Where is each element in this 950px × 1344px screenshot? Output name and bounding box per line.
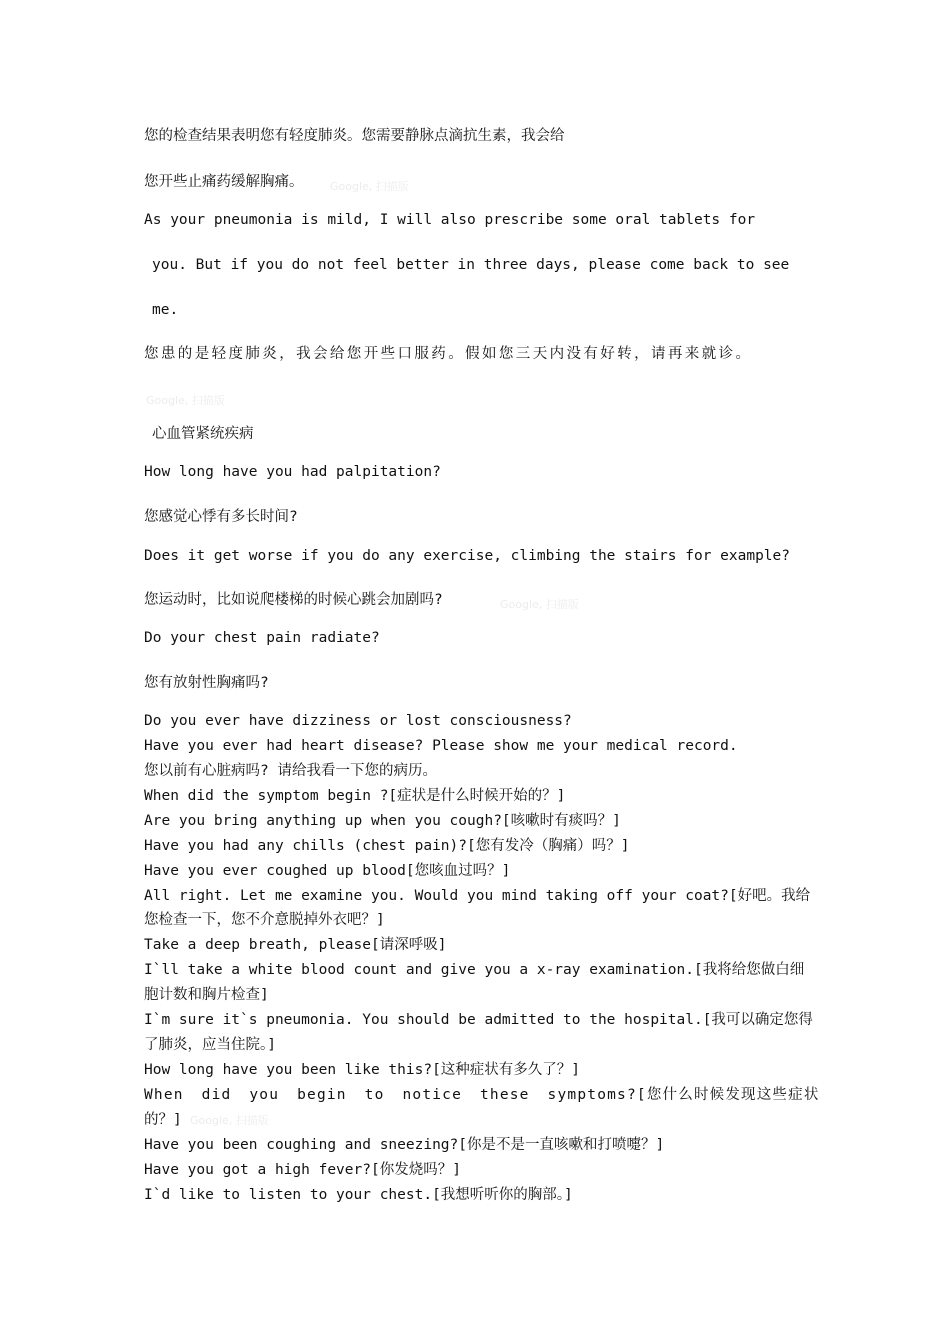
watermark: Google, 扫描版 [146,394,225,407]
text-line: Do you ever have dizziness or lost consciousness? [144,713,572,729]
text-line: Have you got a high fever?[你发烧吗？] [144,1162,461,1178]
text-line: I`ll take a white blood count and give you a x-ray examination.[我将给您做白细 [144,962,805,978]
text-line: 您患的是轻度肺炎，我会给您开些口服药。假如您三天内没有好转，请再来就诊。 [144,346,753,362]
text-line: How long have you had palpitation? [144,464,441,480]
text-line: Does it get worse if you do any exercise, climbing the stairs for example? [144,548,791,564]
text-line: As your pneumonia is mild, I will also prescribe some oral tablets for [144,212,756,228]
text-line: Take a deep breath, please[请深呼吸] [144,937,447,953]
text-line: 您开些止痛药缓解胸痛。 [144,174,304,190]
text-line: 您以前有心脏病吗? 请给我看一下您的病历。 [144,763,437,779]
text-line: 您运动时，比如说爬楼梯的时候心跳会加剧吗? [144,592,443,608]
text-line: All right. Let me examine you. Would you mind taking off your coat?[好吧。我给 [144,888,811,904]
text-line: When did you begin to notice these symptoms?[您什么时候发现这些症状 [144,1087,820,1103]
text-line: Have you had any chills (chest pain)?[您有发冷（胸痛）吗？] [144,838,630,854]
watermark: Google, 扫描版 [190,1114,269,1127]
text-line: Are you bring anything up when you cough?[咳嗽时有痰吗？] [144,813,621,829]
text-line: 您感觉心悸有多长时间? [144,509,298,525]
text-line: Have you been coughing and sneezing?[你是不是一直咳嗽和打喷嚏？] [144,1137,665,1153]
text-line: 您的检查结果表明您有轻度肺炎。您需要静脉点滴抗生素，我会给 [144,128,565,144]
text-line: Have you ever had heart disease? Please show me your medical record. [144,738,738,754]
text-line: me. [152,302,179,318]
section-heading: 心血管紧统疾病 [152,426,254,442]
text-line: you. But if you do not feel better in three days, please come back to see [152,257,790,273]
text-line: Have you ever coughed up blood[您咳血过吗？] [144,863,511,879]
text-line: Do your chest pain radiate? [144,630,380,646]
text-line: I`d like to listen to your chest.[我想听听你的胸部。] [144,1187,573,1203]
text-line: I`m sure it`s pneumonia. You should be admitted to the hospital.[我可以确定您得 [144,1012,813,1028]
text-line: 的？] [144,1112,182,1128]
text-line: When did the symptom begin ?[症状是什么时候开始的？] [144,788,566,804]
text-line: 您有放射性胸痛吗? [144,675,269,691]
text-line: 胞计数和胸片检查] [144,987,269,1003]
text-line: How long have you been like this?[这种症状有多久了？] [144,1062,581,1078]
watermark: Google, 扫描版 [500,598,579,611]
text-line: 了肺炎，应当住院。] [144,1037,276,1053]
watermark: Google, 扫描版 [330,180,409,193]
text-line: 您检查一下，您不介意脱掉外衣吧？] [144,912,385,928]
